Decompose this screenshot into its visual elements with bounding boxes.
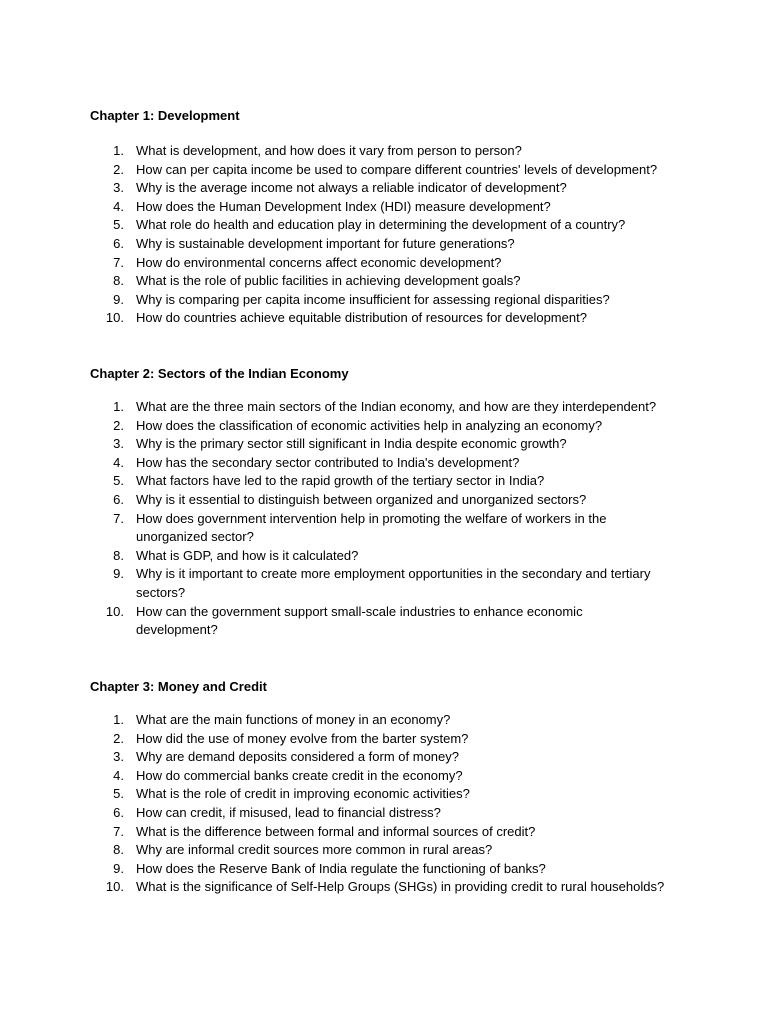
question-text: Why is comparing per capita income insufficient for assessing regional disparities?	[136, 291, 610, 307]
item-number: 10.	[105, 310, 124, 326]
list-item	[0, 804, 768, 823]
chapter-title: Chapter 2: Sectors of the Indian Economy	[90, 366, 349, 381]
item-number: 6.	[113, 491, 124, 507]
list-item	[0, 454, 768, 473]
list-item	[0, 435, 768, 454]
question-list	[0, 142, 768, 328]
item-number: 2.	[113, 730, 124, 746]
question-text: What are the main functions of money in an economy?	[136, 712, 451, 727]
question-text: How can per capita income be used to compare different countries' levels of development?	[136, 161, 658, 177]
list-item	[0, 748, 768, 767]
question-text: How do commercial banks create credit in the economy?	[136, 767, 463, 783]
question-text: What is the significance of Self-Help Groups (SHGs) in providing credit to rural households?	[136, 879, 665, 895]
question-text: What is the role of public facilities in achieving development goals?	[136, 273, 521, 289]
list-item	[0, 161, 768, 180]
item-number: 6.	[113, 804, 124, 820]
item-number: 7.	[113, 823, 124, 839]
item-number: 2.	[113, 161, 124, 177]
item-number: 9.	[113, 566, 124, 582]
list-item	[0, 565, 768, 602]
item-number: 7.	[113, 254, 124, 270]
question-text: How does the classification of economic activities help in analyzing an economy?	[136, 417, 603, 433]
list-item	[0, 291, 768, 310]
item-number: 2.	[113, 417, 124, 433]
item-number: 5.	[113, 473, 124, 489]
question-text: Why is it essential to distinguish between organized and unorganized sectors?	[136, 491, 587, 507]
question-text: How do environmental concerns affect economic development?	[136, 254, 502, 270]
item-number: 1.	[113, 143, 124, 158]
question-text: What is GDP, and how is it calculated?	[136, 547, 359, 563]
list-item	[0, 711, 768, 730]
question-text: How does the Reserve Bank of India regulate the functioning of banks?	[136, 860, 546, 876]
chapter-title: Chapter 1: Development	[90, 108, 240, 123]
question-text: Why is the average income not always a reliable indicator of development?	[136, 180, 567, 196]
list-item	[0, 272, 768, 291]
list-item	[0, 417, 768, 436]
list-item	[0, 603, 768, 640]
item-number: 1.	[113, 399, 124, 414]
item-number: 8.	[113, 547, 124, 563]
item-number: 3.	[113, 436, 124, 452]
item-number: 4.	[113, 454, 124, 470]
list-item	[0, 216, 768, 235]
list-item	[0, 510, 768, 547]
list-item	[0, 730, 768, 749]
question-text: What is the role of credit in improving economic activities?	[136, 786, 470, 802]
list-item	[0, 491, 768, 510]
item-number: 5.	[113, 217, 124, 233]
question-text: How does government intervention help in promoting the welfare of workers in the unorganized sector?	[136, 510, 607, 545]
item-number: 9.	[113, 291, 124, 307]
question-text: Why is it important to create more employment opportunities in the secondary and tertiary sectors?	[136, 566, 651, 600]
list-item	[0, 472, 768, 491]
question-text: How can the government support small-scale industries to enhance economic development?	[136, 603, 583, 638]
question-text: What role do health and education play in determining the development of a country?	[136, 217, 626, 233]
list-item	[0, 767, 768, 786]
list-item	[0, 878, 768, 897]
list-item	[0, 254, 768, 273]
question-text: What are the three main sectors of the Indian economy, and how are they interdependent?	[136, 399, 657, 414]
item-number: 3.	[113, 180, 124, 196]
item-number: 10.	[105, 879, 124, 895]
list-item	[0, 198, 768, 217]
question-text: How can credit, if misused, lead to financial distress?	[136, 804, 441, 820]
question-text: How has the secondary sector contributed to India's development?	[136, 454, 520, 470]
chapter-title: Chapter 3: Money and Credit	[90, 679, 267, 694]
question-text: Why is sustainable development important for future generations?	[136, 235, 515, 251]
question-text: How does the Human Development Index (HDI) measure development?	[136, 198, 551, 214]
list-item	[0, 309, 768, 328]
question-text: How did the use of money evolve from the barter system?	[136, 730, 469, 746]
question-list	[0, 398, 768, 640]
list-item	[0, 142, 768, 161]
question-text: Why is the primary sector still significant in India despite economic growth?	[136, 436, 567, 452]
item-number: 4.	[113, 198, 124, 214]
question-text: What factors have led to the rapid growth of the tertiary sector in India?	[136, 473, 545, 489]
question-text: Why are demand deposits considered a form of money?	[136, 749, 460, 765]
item-number: 7.	[113, 510, 124, 526]
item-number: 4.	[113, 767, 124, 783]
question-text: Why are informal credit sources more common in rural areas?	[136, 842, 493, 858]
list-item	[0, 860, 768, 879]
list-item	[0, 841, 768, 860]
list-item	[0, 235, 768, 254]
list-item	[0, 823, 768, 842]
item-number: 1.	[113, 712, 124, 727]
item-number: 9.	[113, 860, 124, 876]
item-number: 3.	[113, 749, 124, 765]
item-number: 5.	[113, 786, 124, 802]
question-text: What is the difference between formal and informal sources of credit?	[136, 823, 536, 839]
item-number: 10.	[105, 603, 124, 619]
question-text: How do countries achieve equitable distribution of resources for development?	[136, 310, 587, 326]
list-item	[0, 547, 768, 566]
question-text: What is development, and how does it vary from person to person?	[136, 143, 522, 158]
item-number: 8.	[113, 273, 124, 289]
item-number: 6.	[113, 235, 124, 251]
list-item	[0, 179, 768, 198]
list-item	[0, 398, 768, 417]
question-list	[0, 711, 768, 897]
item-number: 8.	[113, 842, 124, 858]
list-item	[0, 785, 768, 804]
